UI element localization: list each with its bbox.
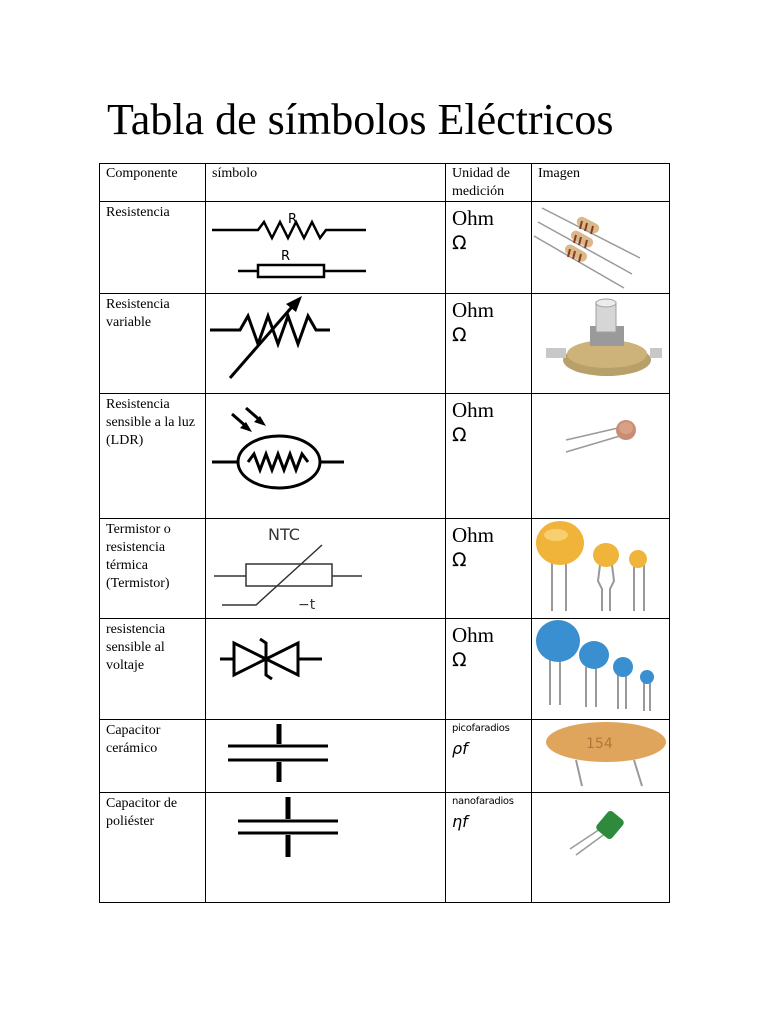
symbol-cell	[206, 519, 446, 619]
variable-resistor-symbol	[206, 294, 446, 392]
ldr-photo	[532, 394, 670, 517]
unit-name: picofaradios	[452, 723, 510, 734]
image-cell	[532, 793, 670, 903]
unit-cell	[446, 793, 532, 903]
image-cell	[532, 294, 670, 394]
image-cell	[532, 619, 670, 720]
symbol-cell	[206, 294, 446, 394]
symbol-cell	[206, 202, 446, 294]
table-header-row	[100, 164, 670, 202]
table-row	[100, 394, 670, 519]
unit-symbol: Ω	[452, 232, 467, 254]
thermistor-symbol	[206, 519, 446, 617]
unit-name: Ohm	[452, 523, 494, 547]
potentiometer-photo	[532, 294, 670, 392]
resistor-symbol	[206, 202, 446, 292]
header-unit: Unidad de medición	[446, 164, 532, 202]
polyester-capacitor-symbol	[206, 793, 446, 901]
symbol-cell	[206, 394, 446, 519]
symbol-cell	[206, 619, 446, 720]
symbols-table	[99, 163, 670, 903]
unit-symbol: Ω	[452, 424, 467, 446]
unit-name: Ohm	[452, 398, 494, 422]
unit-name: Ohm	[452, 623, 494, 647]
symbol-cell	[206, 720, 446, 793]
unit-cell	[446, 619, 532, 720]
component-name: resistencia sensible al voltaje	[100, 619, 206, 720]
unit-cell	[446, 394, 532, 519]
component-name: Termistor o resistencia térmica (Termistor)	[100, 519, 206, 619]
thermistor-temp-label: −t	[298, 597, 316, 613]
table-row	[100, 720, 670, 793]
unit-name: Ohm	[452, 298, 494, 322]
unit-cell	[446, 720, 532, 793]
image-cell	[532, 394, 670, 519]
capacitor-code: 154	[586, 736, 613, 752]
component-name: Capacitor de poliéster	[100, 793, 206, 903]
unit-cell	[446, 202, 532, 294]
polyester-capacitor-photo	[532, 793, 670, 901]
component-name: Resistencia sensible a la luz (LDR)	[100, 394, 206, 519]
unit-symbol: Ω	[452, 324, 467, 346]
header-component: Componente	[100, 164, 206, 202]
unit-symbol: ρf	[452, 739, 468, 758]
table-row	[100, 793, 670, 903]
thermistor-label: NTC	[268, 525, 300, 544]
ceramic-capacitor-symbol	[206, 720, 446, 791]
header-symbol: símbolo	[206, 164, 446, 202]
table-row	[100, 294, 670, 394]
unit-name: Ohm	[452, 206, 494, 230]
unit-symbol: ηf	[452, 812, 468, 831]
component-name: Resistencia	[100, 202, 206, 294]
component-name: Resistencia variable	[100, 294, 206, 394]
ldr-symbol	[206, 394, 446, 517]
unit-name: nanofaradios	[452, 796, 514, 807]
varistor-symbol	[206, 619, 446, 718]
resistor-label: R	[281, 249, 291, 264]
varistor-photo	[532, 619, 670, 718]
table-row	[100, 202, 670, 294]
table-row	[100, 619, 670, 720]
symbol-cell	[206, 793, 446, 903]
unit-symbol: Ω	[452, 649, 467, 671]
table-row	[100, 519, 670, 619]
unit-cell	[446, 294, 532, 394]
ceramic-capacitor-photo	[532, 720, 670, 791]
image-cell	[532, 519, 670, 619]
image-cell	[532, 202, 670, 294]
resistor-photo	[532, 202, 670, 292]
unit-symbol: Ω	[452, 549, 467, 571]
page-title: Tabla de símbolos Eléctricos	[107, 95, 614, 144]
header-image: Imagen	[532, 164, 670, 202]
resistor-label: R	[288, 212, 298, 227]
unit-cell	[446, 519, 532, 619]
component-name: Capacitor cerámico	[100, 720, 206, 793]
thermistor-photo	[532, 519, 670, 617]
image-cell	[532, 720, 670, 793]
